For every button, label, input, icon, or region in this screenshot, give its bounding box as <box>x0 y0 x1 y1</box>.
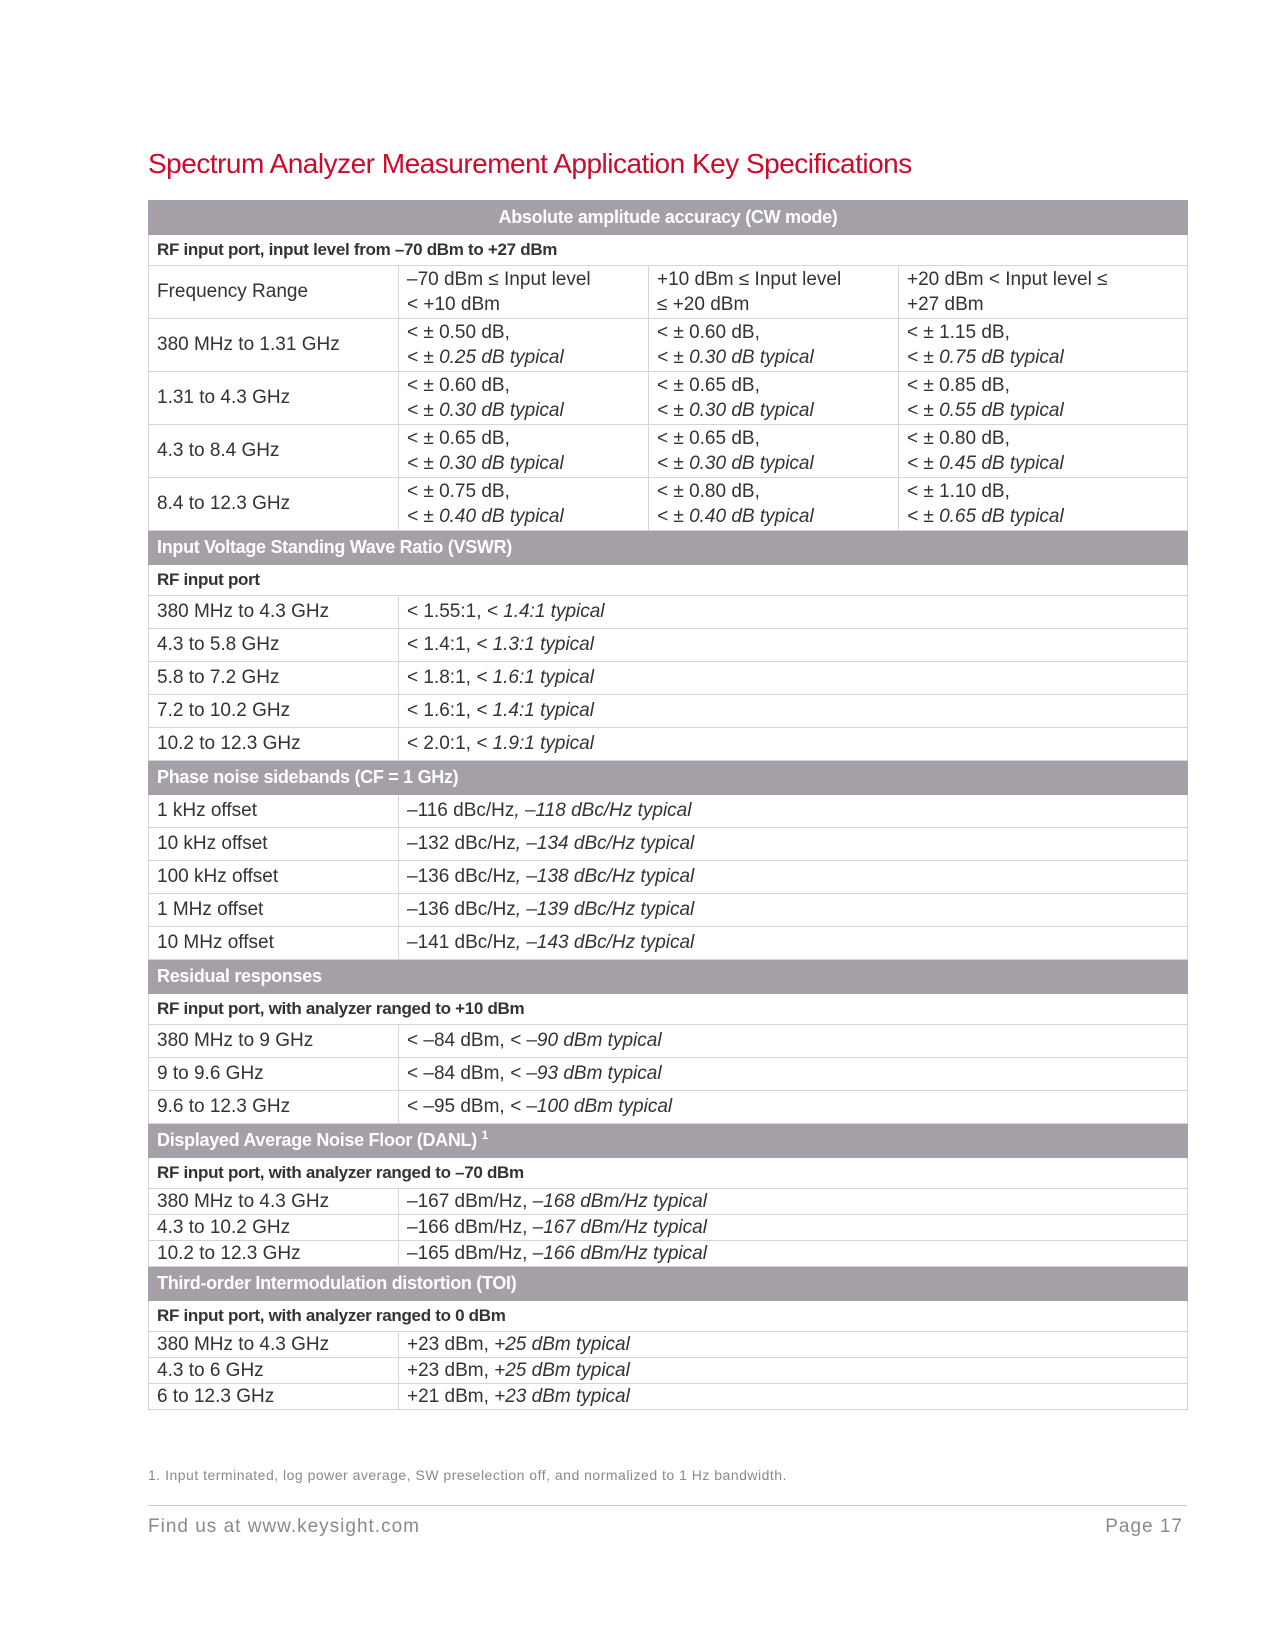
value-cell: –116 dBc/Hz, –118 dBc/Hz typical <box>399 795 1188 828</box>
row-label: 380 MHz to 4.3 GHz <box>149 596 399 629</box>
table-row <box>149 1058 1188 1091</box>
row-label: 100 kHz offset <box>149 861 399 894</box>
table-row <box>149 1189 1188 1215</box>
table-row <box>149 1384 1188 1410</box>
table-row <box>149 1332 1188 1358</box>
row-label: 10.2 to 12.3 GHz <box>149 728 399 761</box>
value-cell: –166 dBm/Hz, –167 dBm/Hz typical <box>399 1215 1188 1241</box>
table-row <box>149 425 1188 478</box>
section-header-toi: Third-order Intermodulation distortion (TOI) <box>149 1267 1188 1301</box>
table-row <box>149 1241 1188 1267</box>
table-row <box>149 795 1188 828</box>
value-cell: –132 dBc/Hz, –134 dBc/Hz typical <box>399 828 1188 861</box>
value-cell: < ± 0.60 dB, < ± 0.30 dB typical <box>399 372 649 425</box>
row-label: 4.3 to 5.8 GHz <box>149 629 399 662</box>
section-header-danl: Displayed Average Noise Floor (DANL) $^1$ <box>149 1124 1188 1158</box>
value-cell: < 1.6:1, < 1.4:1 typical <box>399 695 1188 728</box>
table-row <box>149 861 1188 894</box>
value-cell: < ± 0.50 dB, < ± 0.25 dB typical <box>399 319 649 372</box>
subheader-toi: RF input port, with analyzer ranged to 0 dBm <box>149 1301 1188 1332</box>
column-header: +20 dBm < Input level ≤ +27 dBm <box>899 266 1188 319</box>
table-row <box>149 1091 1188 1124</box>
freq-cell: 8.4 to 12.3 GHz <box>149 478 399 531</box>
value-cell: < ± 1.10 dB, < ± 0.65 dB typical <box>899 478 1188 531</box>
column-header: Frequency Range <box>149 266 399 319</box>
value-cell: +23 dBm, +25 dBm typical <box>399 1358 1188 1384</box>
table-row <box>149 266 1188 319</box>
page-title: Spectrum Analyzer Measurement Application Key Specifications <box>148 148 912 179</box>
table-row <box>149 629 1188 662</box>
footnote-marker: 1 <box>481 1128 489 1142</box>
table-row <box>149 319 1188 372</box>
value-cell: < 1.55:1, < 1.4:1 typical <box>399 596 1188 629</box>
value-cell: < 1.8:1, < 1.6:1 typical <box>399 662 1188 695</box>
row-label: 10 kHz offset <box>149 828 399 861</box>
value-cell: < ± 1.15 dB, < ± 0.75 dB typical <box>899 319 1188 372</box>
row-label: 9 to 9.6 GHz <box>149 1058 399 1091</box>
value-cell: +21 dBm, +23 dBm typical <box>399 1384 1188 1410</box>
row-label: 380 MHz to 4.3 GHz <box>149 1332 399 1358</box>
row-label: 4.3 to 10.2 GHz <box>149 1215 399 1241</box>
value-cell: –136 dBc/Hz, –139 dBc/Hz typical <box>399 894 1188 927</box>
value-cell: –165 dBm/Hz, –166 dBm/Hz typical <box>399 1241 1188 1267</box>
freq-cell: 4.3 to 8.4 GHz <box>149 425 399 478</box>
value-cell: < 1.4:1, < 1.3:1 typical <box>399 629 1188 662</box>
value-cell: < ± 0.80 dB, < ± 0.40 dB typical <box>649 478 899 531</box>
value-cell: < –95 dBm, < –100 dBm typical <box>399 1091 1188 1124</box>
subheader-vswr: RF input port <box>149 565 1188 596</box>
value-cell: < ± 0.60 dB, < ± 0.30 dB typical <box>649 319 899 372</box>
value-cell: < ± 0.80 dB, < ± 0.45 dB typical <box>899 425 1188 478</box>
value-cell: < ± 0.65 dB, < ± 0.30 dB typical <box>649 425 899 478</box>
row-label: 4.3 to 6 GHz <box>149 1358 399 1384</box>
subheader-danl: RF input port, with analyzer ranged to –70 dBm <box>149 1158 1188 1189</box>
page-number: Page 17 <box>1105 1516 1183 1537</box>
value-cell: –167 dBm/Hz, –168 dBm/Hz typical <box>399 1189 1188 1215</box>
value-cell: < –84 dBm, < –90 dBm typical <box>399 1025 1188 1058</box>
table-row <box>149 894 1188 927</box>
table-row <box>149 1358 1188 1384</box>
value-cell: –141 dBc/Hz, –143 dBc/Hz typical <box>399 927 1188 960</box>
row-label: 6 to 12.3 GHz <box>149 1384 399 1410</box>
table-row <box>149 695 1188 728</box>
table-row <box>149 372 1188 425</box>
table-row <box>149 662 1188 695</box>
value-cell: –136 dBc/Hz, –138 dBc/Hz typical <box>399 861 1188 894</box>
value-cell: +23 dBm, +25 dBm typical <box>399 1332 1188 1358</box>
table-row <box>149 828 1188 861</box>
freq-cell: 1.31 to 4.3 GHz <box>149 372 399 425</box>
section-header-phase-noise: Phase noise sidebands (CF = 1 GHz) <box>149 761 1188 795</box>
row-label: 10.2 to 12.3 GHz <box>149 1241 399 1267</box>
value-cell: < ± 0.75 dB, < ± 0.40 dB typical <box>399 478 649 531</box>
freq-cell: 380 MHz to 1.31 GHz <box>149 319 399 372</box>
row-label: 1 kHz offset <box>149 795 399 828</box>
row-label: 5.8 to 7.2 GHz <box>149 662 399 695</box>
subheader-residual: RF input port, with analyzer ranged to +10 dBm <box>149 994 1188 1025</box>
section-header-amplitude: Absolute amplitude accuracy (CW mode) <box>149 201 1188 235</box>
footnote: 1. Input terminated, log power average, SW preselection off, and normalized to 1 Hz bandwidth. <box>148 1467 787 1483</box>
value-cell: < –84 dBm, < –93 dBm typical <box>399 1058 1188 1091</box>
spec-table <box>148 200 1188 1410</box>
row-label: 10 MHz offset <box>149 927 399 960</box>
section-header-vswr: Input Voltage Standing Wave Ratio (VSWR) <box>149 531 1188 565</box>
table-row <box>149 1215 1188 1241</box>
table-row <box>149 478 1188 531</box>
value-cell: < ± 0.65 dB, < ± 0.30 dB typical <box>399 425 649 478</box>
row-label: 9.6 to 12.3 GHz <box>149 1091 399 1124</box>
row-label: 7.2 to 10.2 GHz <box>149 695 399 728</box>
section-header-residual: Residual responses <box>149 960 1188 994</box>
footer-website: Find us at www.keysight.com <box>148 1516 420 1537</box>
column-header: +10 dBm ≤ Input level ≤ +20 dBm <box>649 266 899 319</box>
row-label: 1 MHz offset <box>149 894 399 927</box>
row-label: 380 MHz to 4.3 GHz <box>149 1189 399 1215</box>
table-row <box>149 728 1188 761</box>
row-label: 380 MHz to 9 GHz <box>149 1025 399 1058</box>
value-cell: < ± 0.85 dB, < ± 0.55 dB typical <box>899 372 1188 425</box>
table-row <box>149 1025 1188 1058</box>
table-row <box>149 596 1188 629</box>
value-cell: < ± 0.65 dB, < ± 0.30 dB typical <box>649 372 899 425</box>
value-cell: < 2.0:1, < 1.9:1 typical <box>399 728 1188 761</box>
subheader-amplitude: RF input port, input level from –70 dBm to +27 dBm <box>149 235 1188 266</box>
footer-divider <box>148 1505 1187 1506</box>
column-header: –70 dBm ≤ Input level < +10 dBm <box>399 266 649 319</box>
table-row <box>149 927 1188 960</box>
